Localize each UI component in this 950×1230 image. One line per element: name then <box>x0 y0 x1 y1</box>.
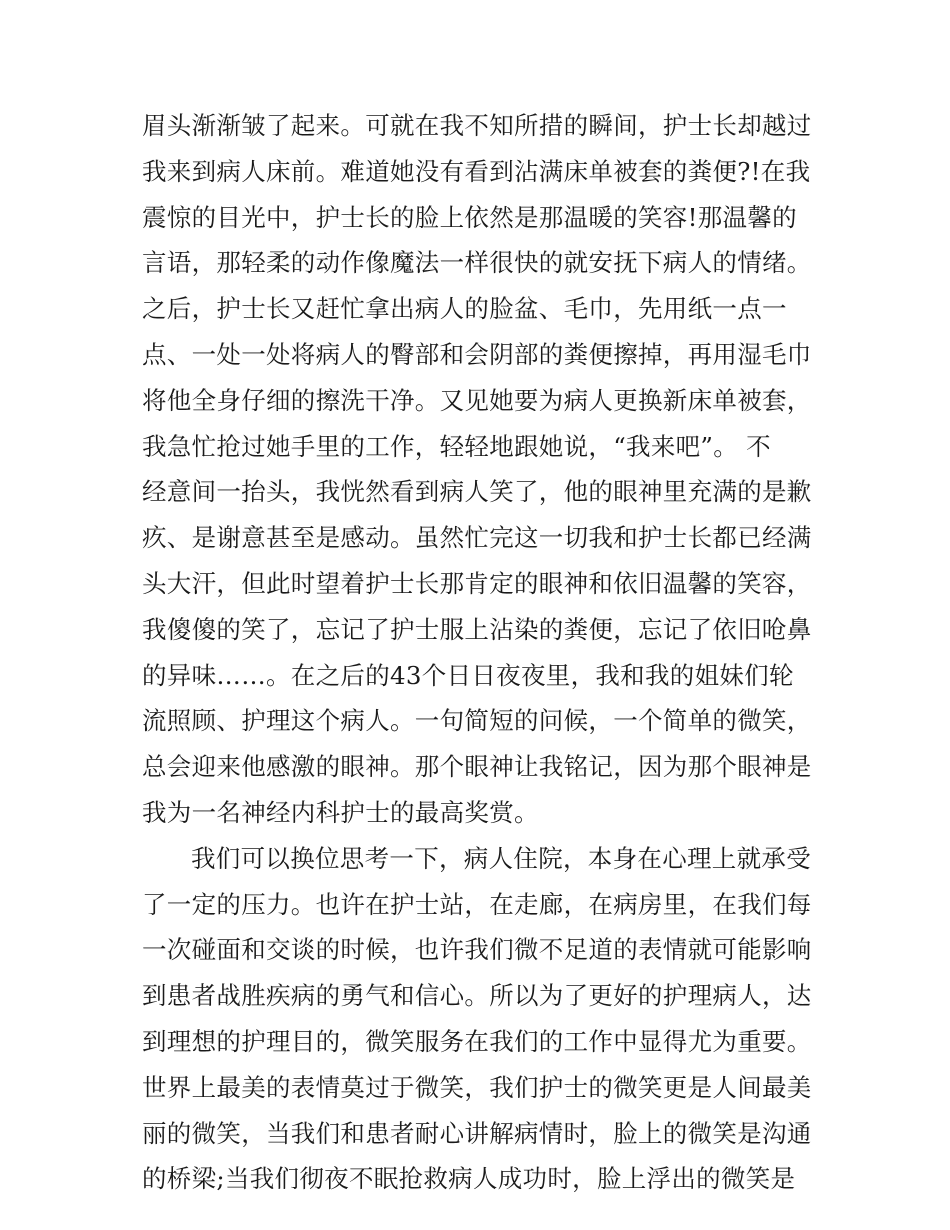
text-line: 我急忙抢过她手里的工作，轻轻地跟她说，“我来吧”。 不 <box>142 431 771 461</box>
text-line: 疚、是谢意甚至是感动。虽然忙完这一切我和护士长都已经满 <box>142 523 812 553</box>
text-line: 言语，那轻柔的动作像魔法一样很快的就安抚下病人的情绪。 <box>142 248 812 278</box>
text-line: 到理想的护理目的，微笑服务在我们的工作中显得尤为重要。 <box>142 1026 812 1056</box>
text-line: 头大汗，但此时望着护士长那肯定的眼神和依旧温馨的笑容， <box>142 568 812 598</box>
text-line: 世界上最美的表情莫过于微笑，我们护士的微笑更是人间最美 <box>142 1072 812 1102</box>
text-line: 我傻傻的笑了，忘记了护士服上沾染的粪便，忘记了依旧呛鼻 <box>142 614 812 644</box>
text-line: 的桥梁;当我们彻夜不眠抢救病人成功时，脸上浮出的微笑是 <box>142 1164 796 1194</box>
text-line: 丽的微笑，当我们和患者耐心讲解病情时，脸上的微笑是沟通 <box>142 1118 812 1148</box>
text-line: 我为一名神经内科护士的最高奖赏。 <box>142 797 539 827</box>
text-line: 将他全身仔细的擦洗干净。又见她要为病人更换新床单被套， <box>142 385 812 415</box>
text-line: 之后，护士长又赶忙拿出病人的脸盆、毛巾，先用纸一点一 <box>142 294 787 324</box>
text-line: 经意间一抬头，我恍然看到病人笑了，他的眼神里充满的是歉 <box>142 477 812 507</box>
text-line: 的异味……。在之后的43个日日夜夜里，我和我的姐妹们轮 <box>142 660 794 690</box>
text-line: 总会迎来他感激的眼神。那个眼神让我铭记，因为那个眼神是 <box>142 752 812 782</box>
text-line: 了一定的压力。也许在护士站，在走廊，在病房里，在我们每 <box>142 889 812 919</box>
paragraph-start-line: 我们可以换位思考一下，病人住院，本身在心理上就承受 <box>191 843 811 873</box>
text-line: 震惊的目光中，护士长的脸上依然是那温暖的笑容!那温馨的 <box>142 202 797 232</box>
body-text <box>142 103 812 1202</box>
text-line: 到患者战胜疾病的勇气和信心。所以为了更好的护理病人，达 <box>142 981 812 1011</box>
text-line: 一次碰面和交谈的时候，也许我们微不足道的表情就可能影响 <box>142 935 812 965</box>
text-line: 流照顾、护理这个病人。一句简短的问候，一个简单的微笑， <box>142 706 812 736</box>
text-line: 我来到病人床前。难道她没有看到沾满床单被套的粪便?!在我 <box>142 156 811 186</box>
text-line: 眉头渐渐皱了起来。可就在我不知所措的瞬间，护士长却越过 <box>142 111 812 140</box>
text-line: 点、一处一处将病人的臀部和会阴部的粪便擦掉，再用湿毛巾 <box>142 339 812 369</box>
